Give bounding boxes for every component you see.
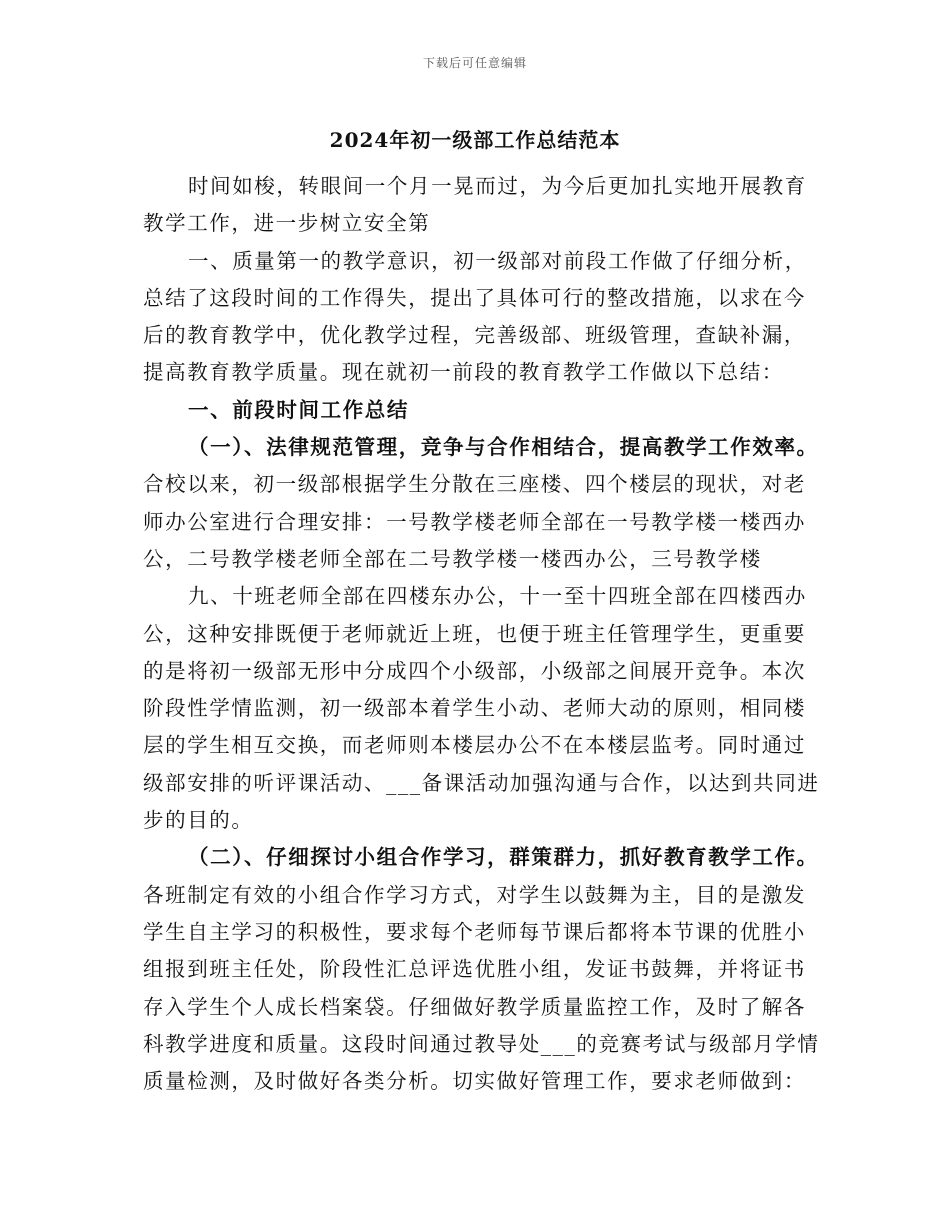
paragraph-line: 教学工作，进一步树立安全第 <box>143 211 431 236</box>
document-title: 2024年初一级部工作总结范本 <box>329 128 621 152</box>
paragraph-line: 公，二号教学楼老师全部在二号教学楼一楼西办公，三号教学楼 <box>143 546 762 571</box>
document-body <box>143 168 820 1100</box>
paragraph-line: 学生自主学习的积极性，要求每个老师每节课后都将本节课的优胜小 <box>143 919 806 944</box>
paragraph-line: 师办公室进行合理安排：一号教学楼老师全部在一号教学楼一楼西办 <box>143 509 806 534</box>
paragraph-line: 层的学生相互交换，而老师则本楼层办公不在本楼层监考。同时通过 <box>143 733 806 758</box>
paragraph-line: 一、质量第一的教学意识，初一级部对前段工作做了仔细分析， <box>188 248 807 273</box>
paragraph-line: 科教学进度和质量。这段时间通过教导处___的竞赛考试与级部月学情 <box>143 1031 820 1056</box>
subsection-heading: （一）、法律规范管理，竞争与合作相结合，提高教学工作效率。 <box>188 435 819 460</box>
paragraph-line: 存入学生个人成长档案袋。仔细做好教学质量监控工作，及时了解各 <box>143 994 806 1019</box>
paragraph-line: 合校以来，初一级部根据学生分散在三座楼、四个楼层的现状，对老 <box>143 472 806 497</box>
paragraph-line: 总结了这段时间的工作得失，提出了具体可行的整改措施，以求在今 <box>143 285 806 310</box>
paragraph-line: 阶段性学情监测，初一级部本着学生小动、老师大动的原则，相同楼 <box>143 696 806 721</box>
paragraph-line: 组报到班主任处，阶段性汇总评选优胜小组，发证书鼓舞，并将证书 <box>143 957 806 982</box>
paragraph-line: 公，这种安排既便于老师就近上班，也便于班主任管理学生，更重要 <box>143 621 806 646</box>
paragraph-line: 各班制定有效的小组合作学习方式，对学生以鼓舞为主，目的是激发 <box>143 882 806 907</box>
header-note: 下载后可任意编辑 <box>422 56 527 70</box>
paragraph-line: 步的目的。 <box>143 808 254 833</box>
paragraph-line: 九、十班老师全部在四楼东办公，十一至十四班全部在四楼西办 <box>188 584 807 609</box>
paragraph-line: 提高教育教学质量。现在就初一前段的教育教学工作做以下总结： <box>143 360 784 385</box>
paragraph-line: 时间如梭，转眼间一个月一晃而过，为今后更加扎实地开展教育 <box>188 174 807 198</box>
paragraph-line: 质量检测，及时做好各类分析。切实做好管理工作，要求老师做到： <box>143 1069 806 1094</box>
paragraph-line: 的是将初一级部无形中分成四个小级部，小级部之间展开竞争。本次 <box>143 658 806 683</box>
paragraph-line: 后的教育教学中，优化教学过程，完善级部、班级管理，查缺补漏， <box>143 323 806 348</box>
paragraph-line: 级部安排的听评课活动、___备课活动加强沟通与合作，以达到共同进 <box>143 770 820 795</box>
subsection-heading: （二）、仔细探讨小组合作学习，群策群力，抓好教育教学工作。 <box>188 845 819 870</box>
section-heading: 一、前段时间工作总结 <box>188 397 409 422</box>
